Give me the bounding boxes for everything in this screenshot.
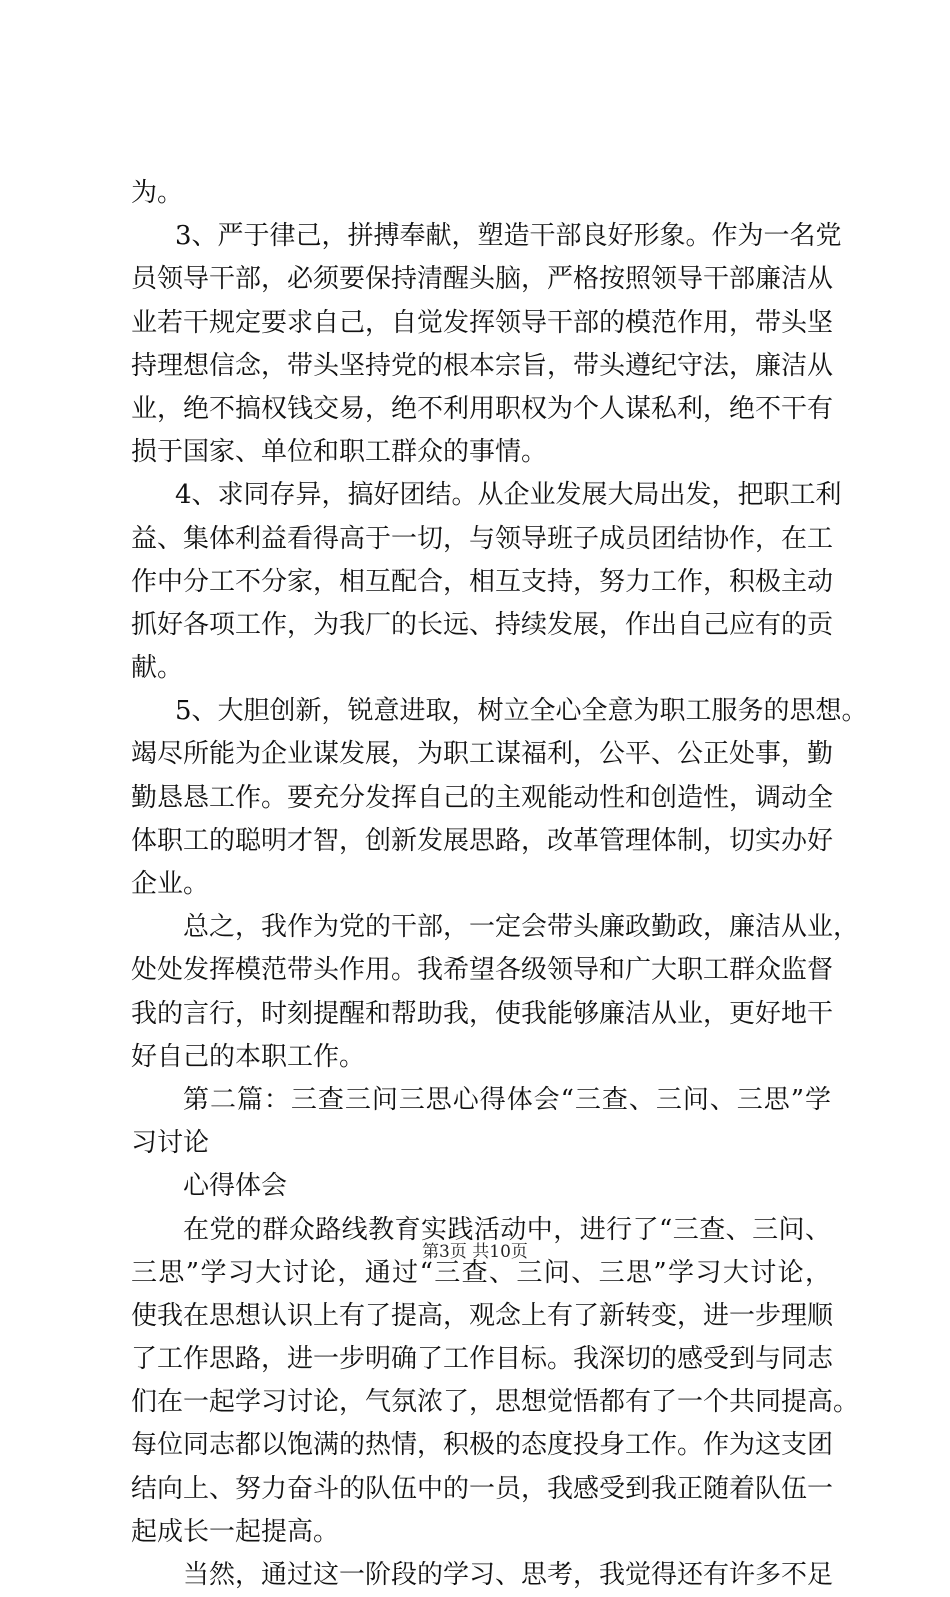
page-footer: 第3页 共10页 [422, 1242, 528, 1262]
text-line: 企业。 [131, 869, 210, 899]
text-line: 业，绝不搞权钱交易，绝不利用职权为个人谋私利，绝不干有 [131, 393, 834, 424]
text-line: 结向上、努力奋斗的队伍中的一员，我感受到我正随着队伍一 [131, 1473, 834, 1504]
text-line: 为。 [131, 178, 184, 208]
text-line: 4、求同存异，搞好团结。从企业发展大局出发，把职工利 [175, 480, 842, 511]
text-line: 好自己的本职工作。 [131, 1041, 366, 1072]
text-line: 体职工的聪明才智，创新发展思路，改革管理体制，切实办好 [131, 825, 834, 856]
text-line: 使我在思想认识上有了提高，观念上有了新转变，进一步理顺 [131, 1300, 834, 1331]
text-line: 业若干规定要求自己，自觉发挥领导干部的模范作用，带头坚 [131, 307, 834, 338]
text-line: 每位同志都以饱满的热情，积极的态度投身工作。作为这支团 [131, 1430, 834, 1461]
text-line: 习讨论 [131, 1128, 210, 1159]
text-line: 三思”学习大讨论，通过“三查、三问、三思”学习大讨论， [131, 1257, 831, 1288]
text-line: 作中分工不分家，相互配合，相互支持，努力工作，积极主动 [131, 566, 834, 597]
text-line: 5、大胆创新，锐意进取，树立全心全意为职工服务的思想。 [175, 696, 868, 727]
text-line: 处处发挥模范带头作用。我希望各级领导和广大职工群众监督 [131, 955, 834, 986]
document-body [131, 172, 868, 1597]
text-line: 抓好各项工作，为我厂的长远、持续发展，作出自己应有的贡 [131, 609, 834, 640]
text-line: 第二篇：三查三问三思心得体会“三查、三问、三思”学 [183, 1084, 831, 1115]
text-line: 在党的群众路线教育实践活动中，进行了“三查、三问、 [183, 1214, 831, 1245]
text-line: 益、集体利益看得高于一切，与领导班子成员团结协作，在工 [131, 523, 834, 554]
text-line: 我的言行，时刻提醒和帮助我，使我能够廉洁从业，更好地干 [131, 998, 834, 1029]
text-line: 损于国家、单位和职工群众的事情。 [131, 437, 548, 468]
text-line: 总之，我作为党的干部，一定会带头廉政勤政，廉洁从业， [183, 912, 860, 943]
text-line: 持理想信念，带头坚持党的根本宗旨，带头遵纪守法，廉洁从 [131, 350, 834, 381]
text-line: 们在一起学习讨论，气氛浓了，思想觉悟都有了一个共同提高。 [131, 1387, 860, 1418]
text-line: 员领导干部，必须要保持清醒头脑，严格按照领导干部廉洁从 [131, 264, 834, 295]
text-line: 3、严于律己，拼搏奉献，塑造干部良好形象。作为一名党 [175, 221, 842, 252]
text-line: 起成长一起提高。 [131, 1516, 340, 1547]
text-line: 了工作思路，进一步明确了工作目标。我深切的感受到与同志 [131, 1344, 834, 1375]
text-line: 心得体会 [183, 1171, 288, 1202]
text-line: 当然，通过这一阶段的学习、思考，我觉得还有许多不足 [183, 1560, 834, 1590]
text-line: 勤恳恳工作。要充分发挥自己的主观能动性和创造性，调动全 [131, 782, 834, 813]
text-line: 献。 [131, 653, 184, 684]
text-line: 竭尽所能为企业谋发展，为职工谋福利，公平、公正处事，勤 [131, 739, 834, 770]
